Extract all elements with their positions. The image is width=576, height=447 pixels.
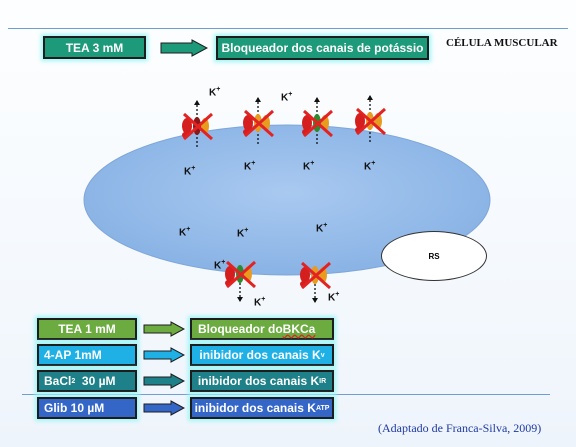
rs-label: RS — [428, 251, 440, 261]
drug-label-glib: Glib 10 µM — [44, 401, 105, 415]
effect-label-4ap: inibidor dos canais K — [199, 348, 321, 362]
effect-box-4ap — [190, 344, 334, 366]
drug-label-bacl2: BaCl — [44, 374, 72, 388]
k-ion-label: K+ — [214, 259, 226, 272]
k-ion-label: K+ — [179, 226, 191, 239]
k-ion-label: K+ — [209, 86, 221, 99]
drug-box-bacl2 — [37, 370, 137, 392]
effect-label-tea3: Bloqueador dos canais de potássio — [221, 41, 424, 55]
effect-box-tea1 — [190, 318, 334, 340]
effect-label-bacl2: inibidor dos canais K — [197, 374, 320, 388]
k-ion-label: K+ — [237, 227, 249, 240]
effect-sub-bacl2: IR — [319, 377, 327, 385]
flux-arrowhead-icon — [255, 97, 261, 102]
drug-label-tea1: TEA 1 mM — [58, 322, 116, 336]
k-ion-label: K+ — [244, 160, 256, 173]
effect-box-bacl2 — [190, 370, 334, 392]
potassium-channel — [300, 263, 330, 303]
effect-sub-glib: ATP — [315, 404, 330, 412]
flux-arrowhead-icon — [312, 298, 318, 303]
k-ion-label: K+ — [281, 91, 293, 104]
flux-arrowhead-icon — [367, 95, 373, 100]
k-ion-label: K+ — [184, 165, 196, 178]
drug-label-tea3: TEA 3 mM — [65, 40, 124, 55]
arrow-icon — [143, 321, 185, 337]
source-credit: (Adaptado de Franca-Silva, 2009) — [378, 421, 542, 435]
potassium-channel — [225, 262, 255, 302]
drug-box-glib — [37, 397, 137, 419]
effect-target-bkca: BKCa — [282, 322, 316, 336]
effect-label-glib: inibidor dos canais K — [194, 401, 316, 415]
effect-label-tea1: Bloqueador do — [198, 322, 283, 336]
k-ion-label: K+ — [364, 160, 376, 173]
flux-arrowhead-icon — [314, 97, 320, 102]
cell-title: CÉLULA MUSCULAR — [446, 37, 558, 49]
drug-label-4ap: 4-AP 1mM — [44, 348, 102, 362]
drug-box-4ap — [37, 344, 137, 366]
flux-arrowhead-icon — [237, 297, 243, 302]
k-ion-label: K+ — [254, 296, 266, 309]
sarcoplasmic-reticulum — [381, 231, 487, 281]
arrow-icon — [143, 400, 185, 416]
effect-box-glib — [190, 397, 334, 419]
arrow-icon — [143, 373, 185, 389]
k-ion-label: K+ — [316, 222, 328, 235]
flux-arrowhead-icon — [194, 100, 200, 105]
k-ion-label: K+ — [303, 160, 315, 173]
k-ion-label: K+ — [328, 291, 340, 304]
arrow-icon — [143, 347, 185, 363]
effect-sub-4ap: v — [320, 351, 325, 359]
drug-sub-bacl2: 2 — [71, 377, 76, 385]
drug-dose-bacl2: 30 µM — [75, 374, 116, 388]
drug-box-tea1 — [37, 318, 137, 340]
